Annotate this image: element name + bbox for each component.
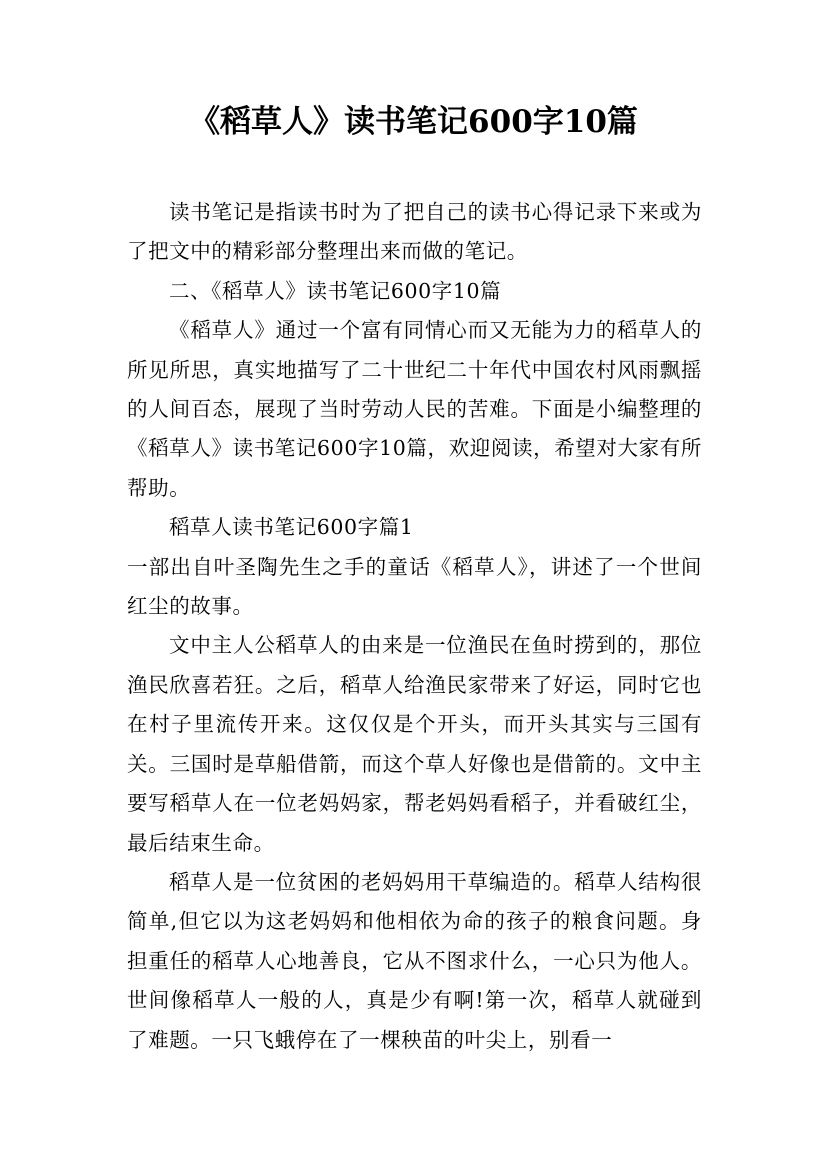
paragraph-essay-heading: 稻草人读书笔记600字篇1 — [169, 515, 414, 540]
document-body — [127, 193, 702, 1060]
document-title: 《稻草人》读书笔记600字10篇 — [189, 104, 638, 140]
paragraph-essay-body-2: 稻草人是一位贫困的老妈妈用干草编造的。稻草人结构很简单,但它以为这老妈妈和他相依为命的孩子的粮食问题。身担重任的稻草人心地善良，它从不图求什么，一心只为他人。世间像稻草人一般的人，真是少有啊!第一次，稻草人就碰到了难题。一只飞蛾停在了一棵秧苗的叶尖上，别看一 — [127, 869, 702, 1052]
paragraph-intro: 读书笔记是指读书时为了把自己的读书心得记录下来或为了把文中的精彩部分整理出来而做的笔记。 — [127, 200, 702, 264]
paragraph-essay-opening: 一部出自叶圣陶先生之手的童话《稻草人》，讲述了一个世间红尘的故事。 — [127, 554, 702, 619]
paragraph-essay-body-1: 文中主人公稻草人的由来是一位渔民在鱼时捞到的，那位渔民欣喜若狂。之后，稻草人给渔民家带来了好运，同时它也在村子里流传开来。这仅仅是个开头，而开头其实与三国有关。三国时是草船借箭，而这个草人好像也是借箭的。文中主要写稻草人在一位老妈妈家，帮老妈妈看稻子，并看破红尘，最后结束生命。 — [127, 633, 702, 855]
paragraph-section-heading: 二、《稻草人》读书笔记600字10篇 — [169, 278, 502, 303]
paragraph-summary: 《稻草人》通过一个富有同情心而又无能为力的稻草人的所见所思，真实地描写了二十世纪二十年代中国农村风雨飘摇的人间百态，展现了当时劳动人民的苦难。下面是小编整理的《稻草人》读书笔记600字10篇，欢迎阅读，希望对大家有所帮助。 — [127, 318, 702, 500]
